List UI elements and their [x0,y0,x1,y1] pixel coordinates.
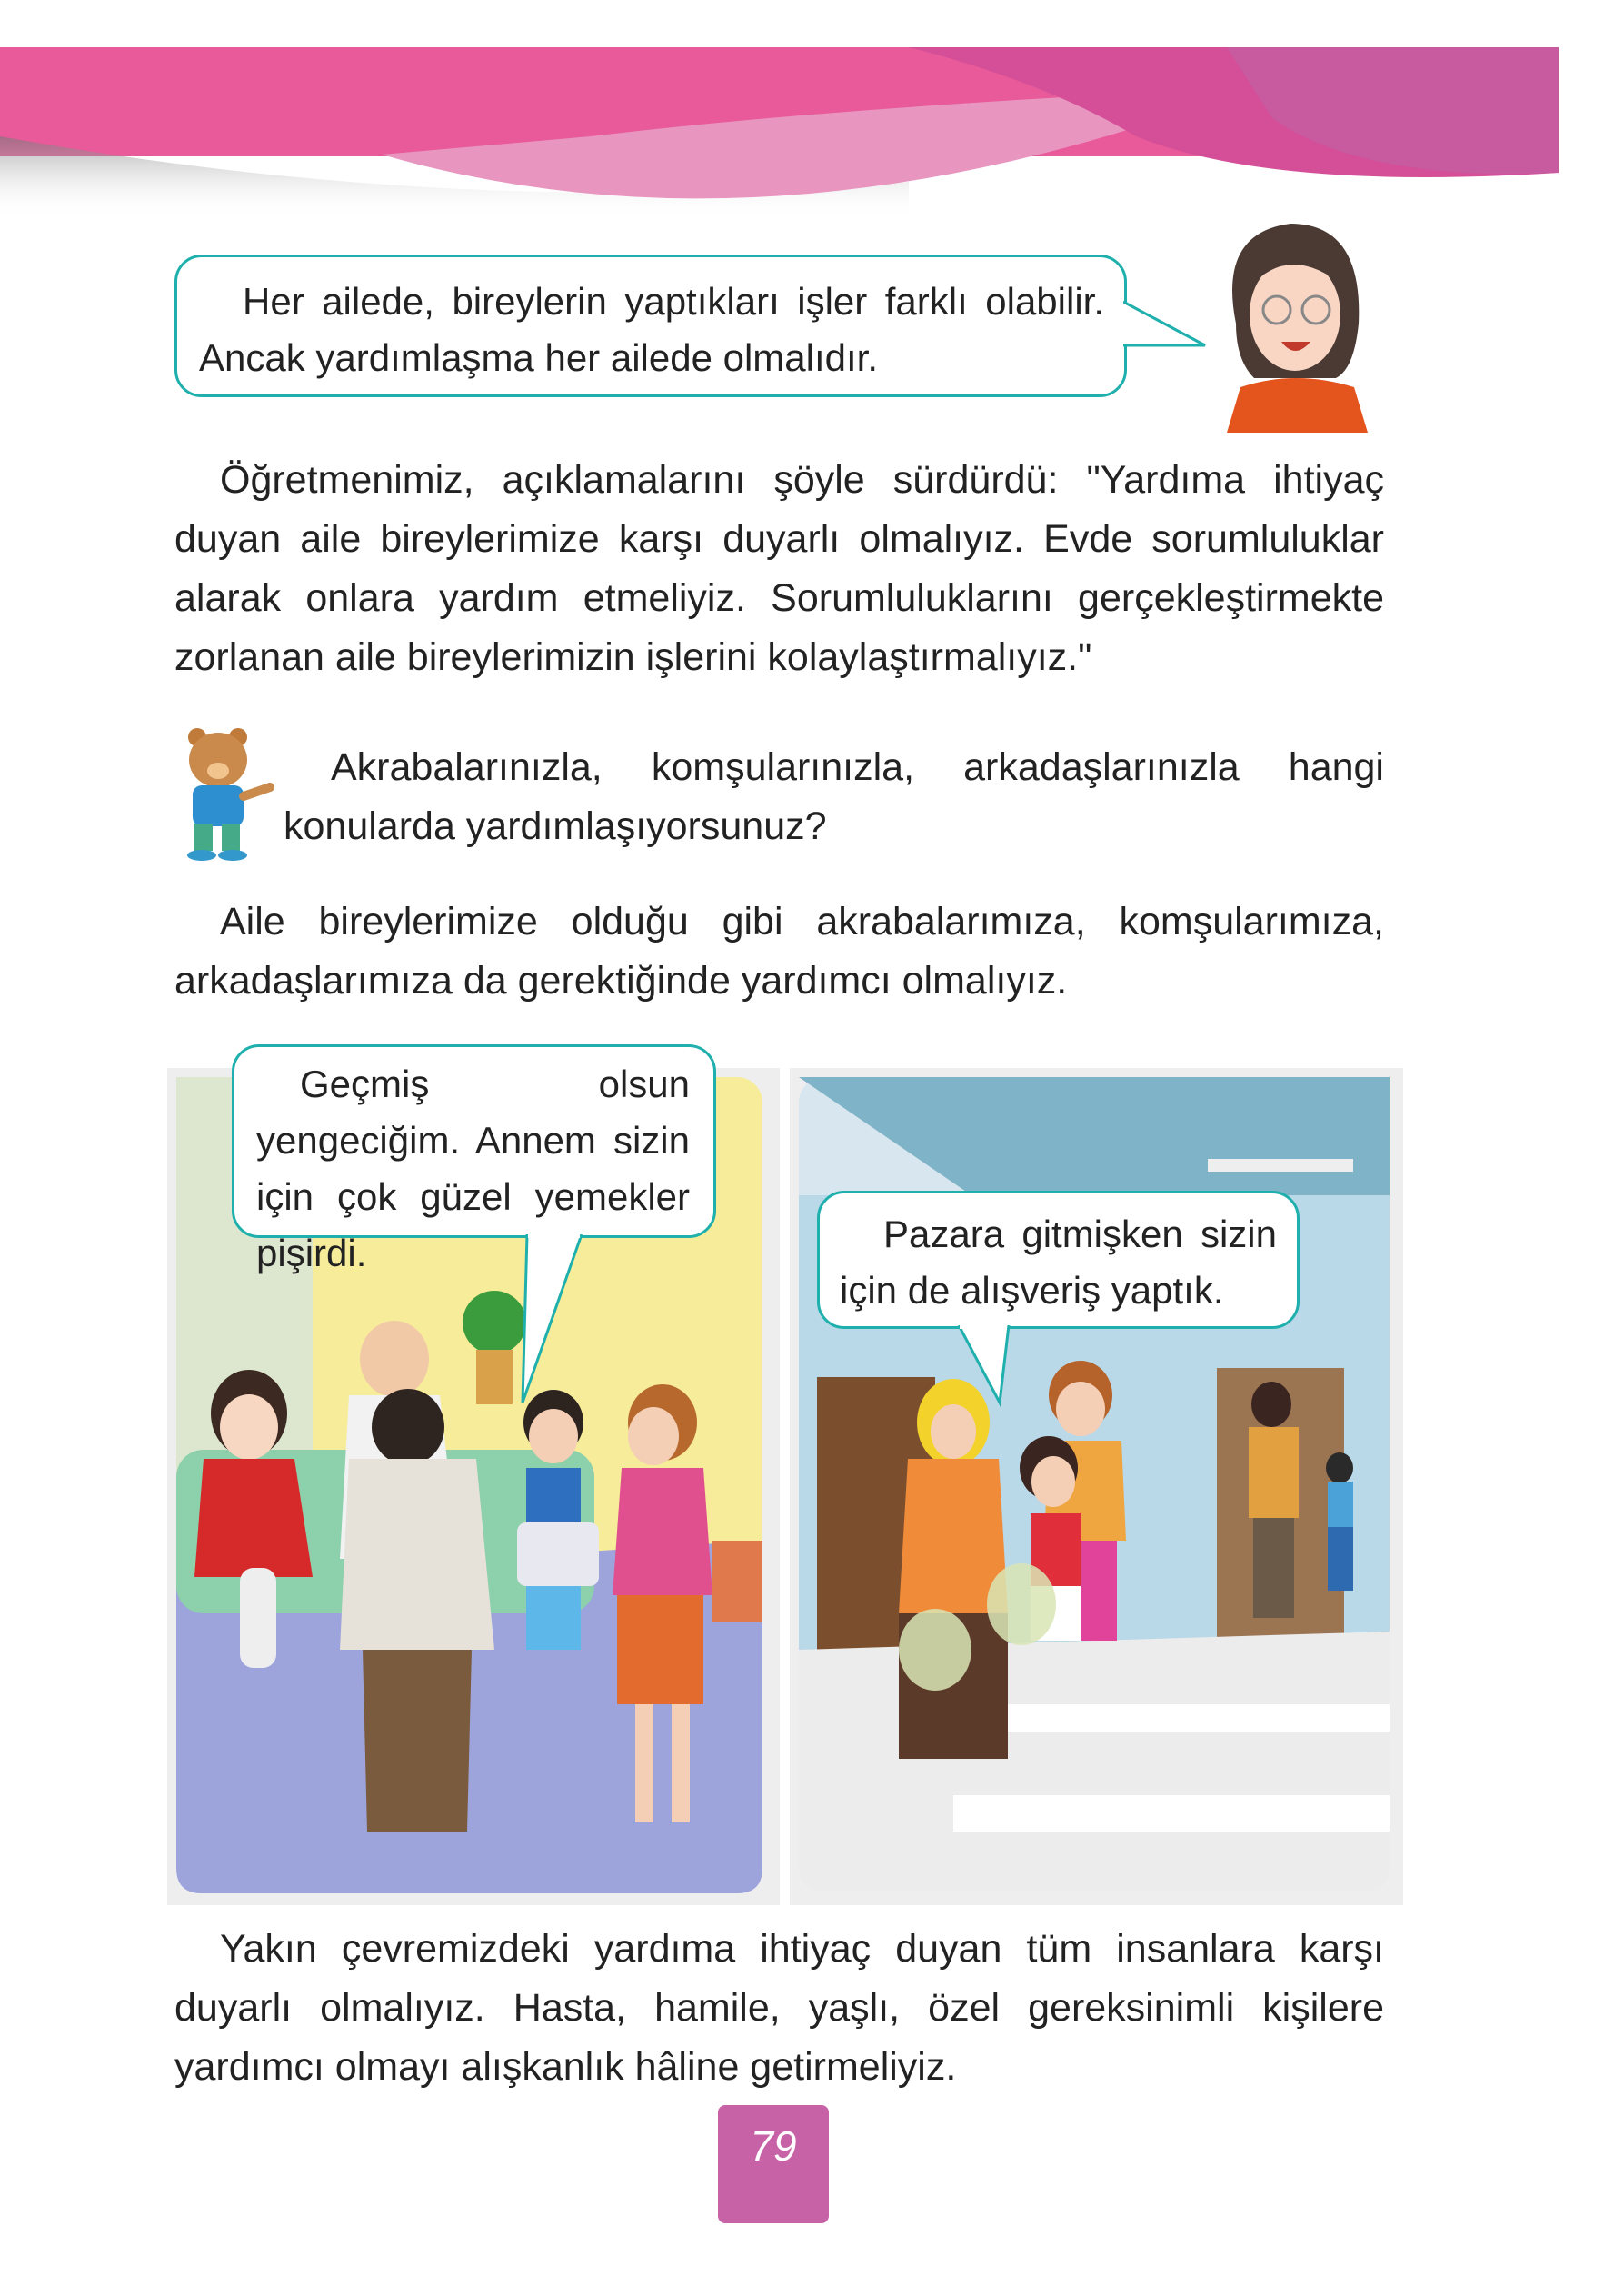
question-prompt [284,738,1384,856]
question-text: Akrabalarınızla, komşularınızla, arkadaşlarınızla hangi konularda yardımlaşıyorsunuz? [284,745,1384,848]
header-banner [0,36,1624,218]
teacher-speech-bubble [174,255,1127,397]
paragraph-help-relatives [174,893,1384,1011]
right-speech-text: Pazara gitmişken sizin için de alışveriş yaptık. [840,1213,1277,1312]
right-bubble-tail [954,1325,1027,1407]
left-speech-bubble [232,1044,716,1274]
paragraph-text: Öğretmenimiz, açıklamalarını şöyle sürdürdü: "Yardıma ihtiyaç duyan aile bireylerimize karşı duyarlı olmalıyız. Evde sorumluluklar alarak onlara yardım etmeliyiz. Sorumluluklarını gerçekleştirmekte zorlanan aile bireylerimizin işlerini kolaylaştırmalıyız." [174,458,1384,679]
paragraph-sensitivity [174,1920,1384,2097]
right-speech-bubble [817,1191,1300,1329]
paragraph-text: Aile bireylerimize olduğu gibi akrabalarımıza, komşularımıza, arkadaşlarımıza da gerektiğinde yardımcı olmalıyız. [174,900,1384,1003]
speech-bubble-tail [1123,291,1214,364]
teacher-speech-text: Her ailede, bireylerin yaptıkları işler farklı olabilir. Ancak yardımlaşma her ailede olmalıdır. [199,280,1104,379]
left-bubble-tail [518,1234,591,1407]
paragraph-text: Yakın çevremizdeki yardıma ihtiyaç duyan tüm insanlara karşı duyarlı olmalıyız. Hasta, hamile, yaşlı, özel gereksinimli kişilere yardımcı olmayı alışkanlık hâline getirmeliyiz. [174,1927,1384,2089]
left-speech-text: Geçmiş olsun yengeciğim. Annem sizin için çok güzel yemekler pişirdi. [256,1063,690,1274]
paragraph-teacher-continues [174,451,1384,687]
bear-mascot-icon [174,724,274,862]
teacher-illustration [1209,215,1386,433]
page-number: 79 [718,2105,829,2223]
